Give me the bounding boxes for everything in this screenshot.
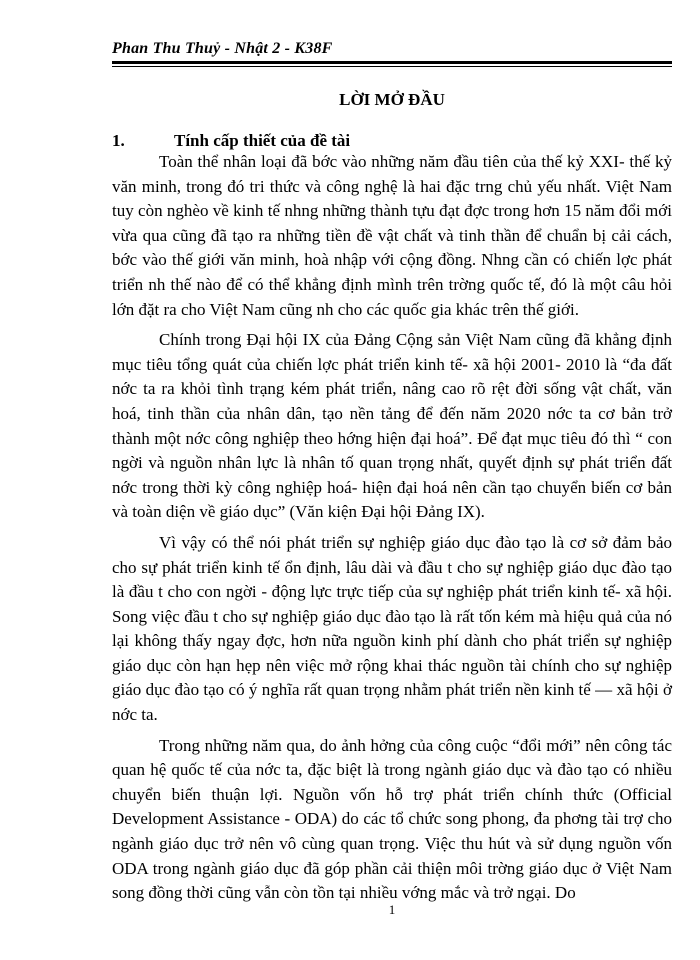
header-rule-thin (112, 66, 672, 67)
paragraph: Chính trong Đại hội IX của Đảng Cộng sản Việt Nam cũng đã khẳng định mục tiêu tổng quát của chiến lợc phát triển kinh tế- xã hội 2001- 2010 là “đa đất nớc ta ra khỏi tình trạng kém phát triển, nâng cao rõ rệt đời sống vật chất, văn hoá, tinh thần của nhân dân, tạo nền tảng để đến năm 2020 nớc ta cơ bản trở thành một nớc công nghiệp theo hớng hiện đại hoá”. Để đạt mục tiêu đó thì “ con ngời và nguồn nhân lực là nhân tố quan trọng nhất, quyết định sự phát triển đất nớc trong thời kỳ công nghiệp hoá- hiện đại hoá nên cần tạo chuyển biến cơ bản và toàn diện về giáo dục” (Văn kiện Đại hội Đảng IX). (112, 330, 672, 522)
running-header: Phan Thu Thuỷ - Nhật 2 - K38F (112, 40, 333, 57)
paragraph: Trong những năm qua, do ảnh hởng của công cuộc “đổi mới” nên công tác quan hệ quốc tế của nớc ta, đặc biệt là trong ngành giáo dục và đào tạo có nhiều chuyển biến thuận lợi. Nguồn vốn hỗ trợ phát triển chính thức (Official Development Assistance - ODA) do các tổ chức song phong, đa phơng tài trợ cho ngành giáo dục trở nên vô cùng quan trọng. Việc thu hút và sử dụng nguồn vốn ODA trong ngành giáo dục đã góp phần cải thiện môi trờng giáo dục ở Việt Nam song đồng thời cũng vẫn còn tồn tại nhiều vớng mắc và trở ngại. Do (112, 735, 672, 903)
document-title: LỜI MỞ ĐẦU (339, 90, 445, 109)
paragraph: Vì vậy có thể nói phát triển sự nghiệp giáo dục đào tạo là cơ sở đảm bảo cho sự phát triển kinh tế ổn định, lâu dài và đầu t cho sự nghiệp giáo dục đào tạo là đầu t cho con ngời - động lực trực tiếp của sự nghiệp phát triển kinh tế- xã hội. Song việc đầu t cho sự nghiệp giáo dục đào tạo là rất tốn kém mà hiệu quả của nó lại không thấy ngay đợc, hơn nữa nguồn kinh phí dành cho phát triển sự nghiệp giáo dục còn hạn hẹp nên việc mở rộng khai thác nguồn tài chính cho sự nghiệp giáo dục đào tạo có ý nghĩa rất quan trọng nhằm phát triển nền kinh tế — xã hội ở nớc ta. (112, 532, 672, 725)
body-text (112, 150, 672, 912)
header-rule-thick (112, 61, 672, 64)
section-number: 1. (112, 131, 125, 150)
section-heading (112, 131, 672, 151)
paragraph: Toàn thể nhân loại đã bớc vào những năm đầu tiên của thế kỷ XXI- thế kỷ văn minh, trong đó tri thức và công nghệ là hai đặc trng chủ yếu nhất. Việt Nam tuy còn nghèo về kinh tế nhng những thành tựu đạt đợc trong hơn 15 năm đổi mới vừa qua cũng đã tạo ra những tiền đề vật chất và tinh thần để chuẩn bị cải cách, bớc vào thế giới văn minh, hoà nhập với cộng đồng. Nhng cần có chiến lợc phát triển nh thế nào để có thể khẳng định mình trên trờng quốc tế, đó là một câu hỏi lớn đặt ra cho Việt Nam cũng nh cho các quốc gia khác trên thế giới. (112, 152, 672, 319)
page-number: 1 (388, 902, 396, 917)
section-title: Tính cấp thiết của đề tài (174, 131, 351, 150)
